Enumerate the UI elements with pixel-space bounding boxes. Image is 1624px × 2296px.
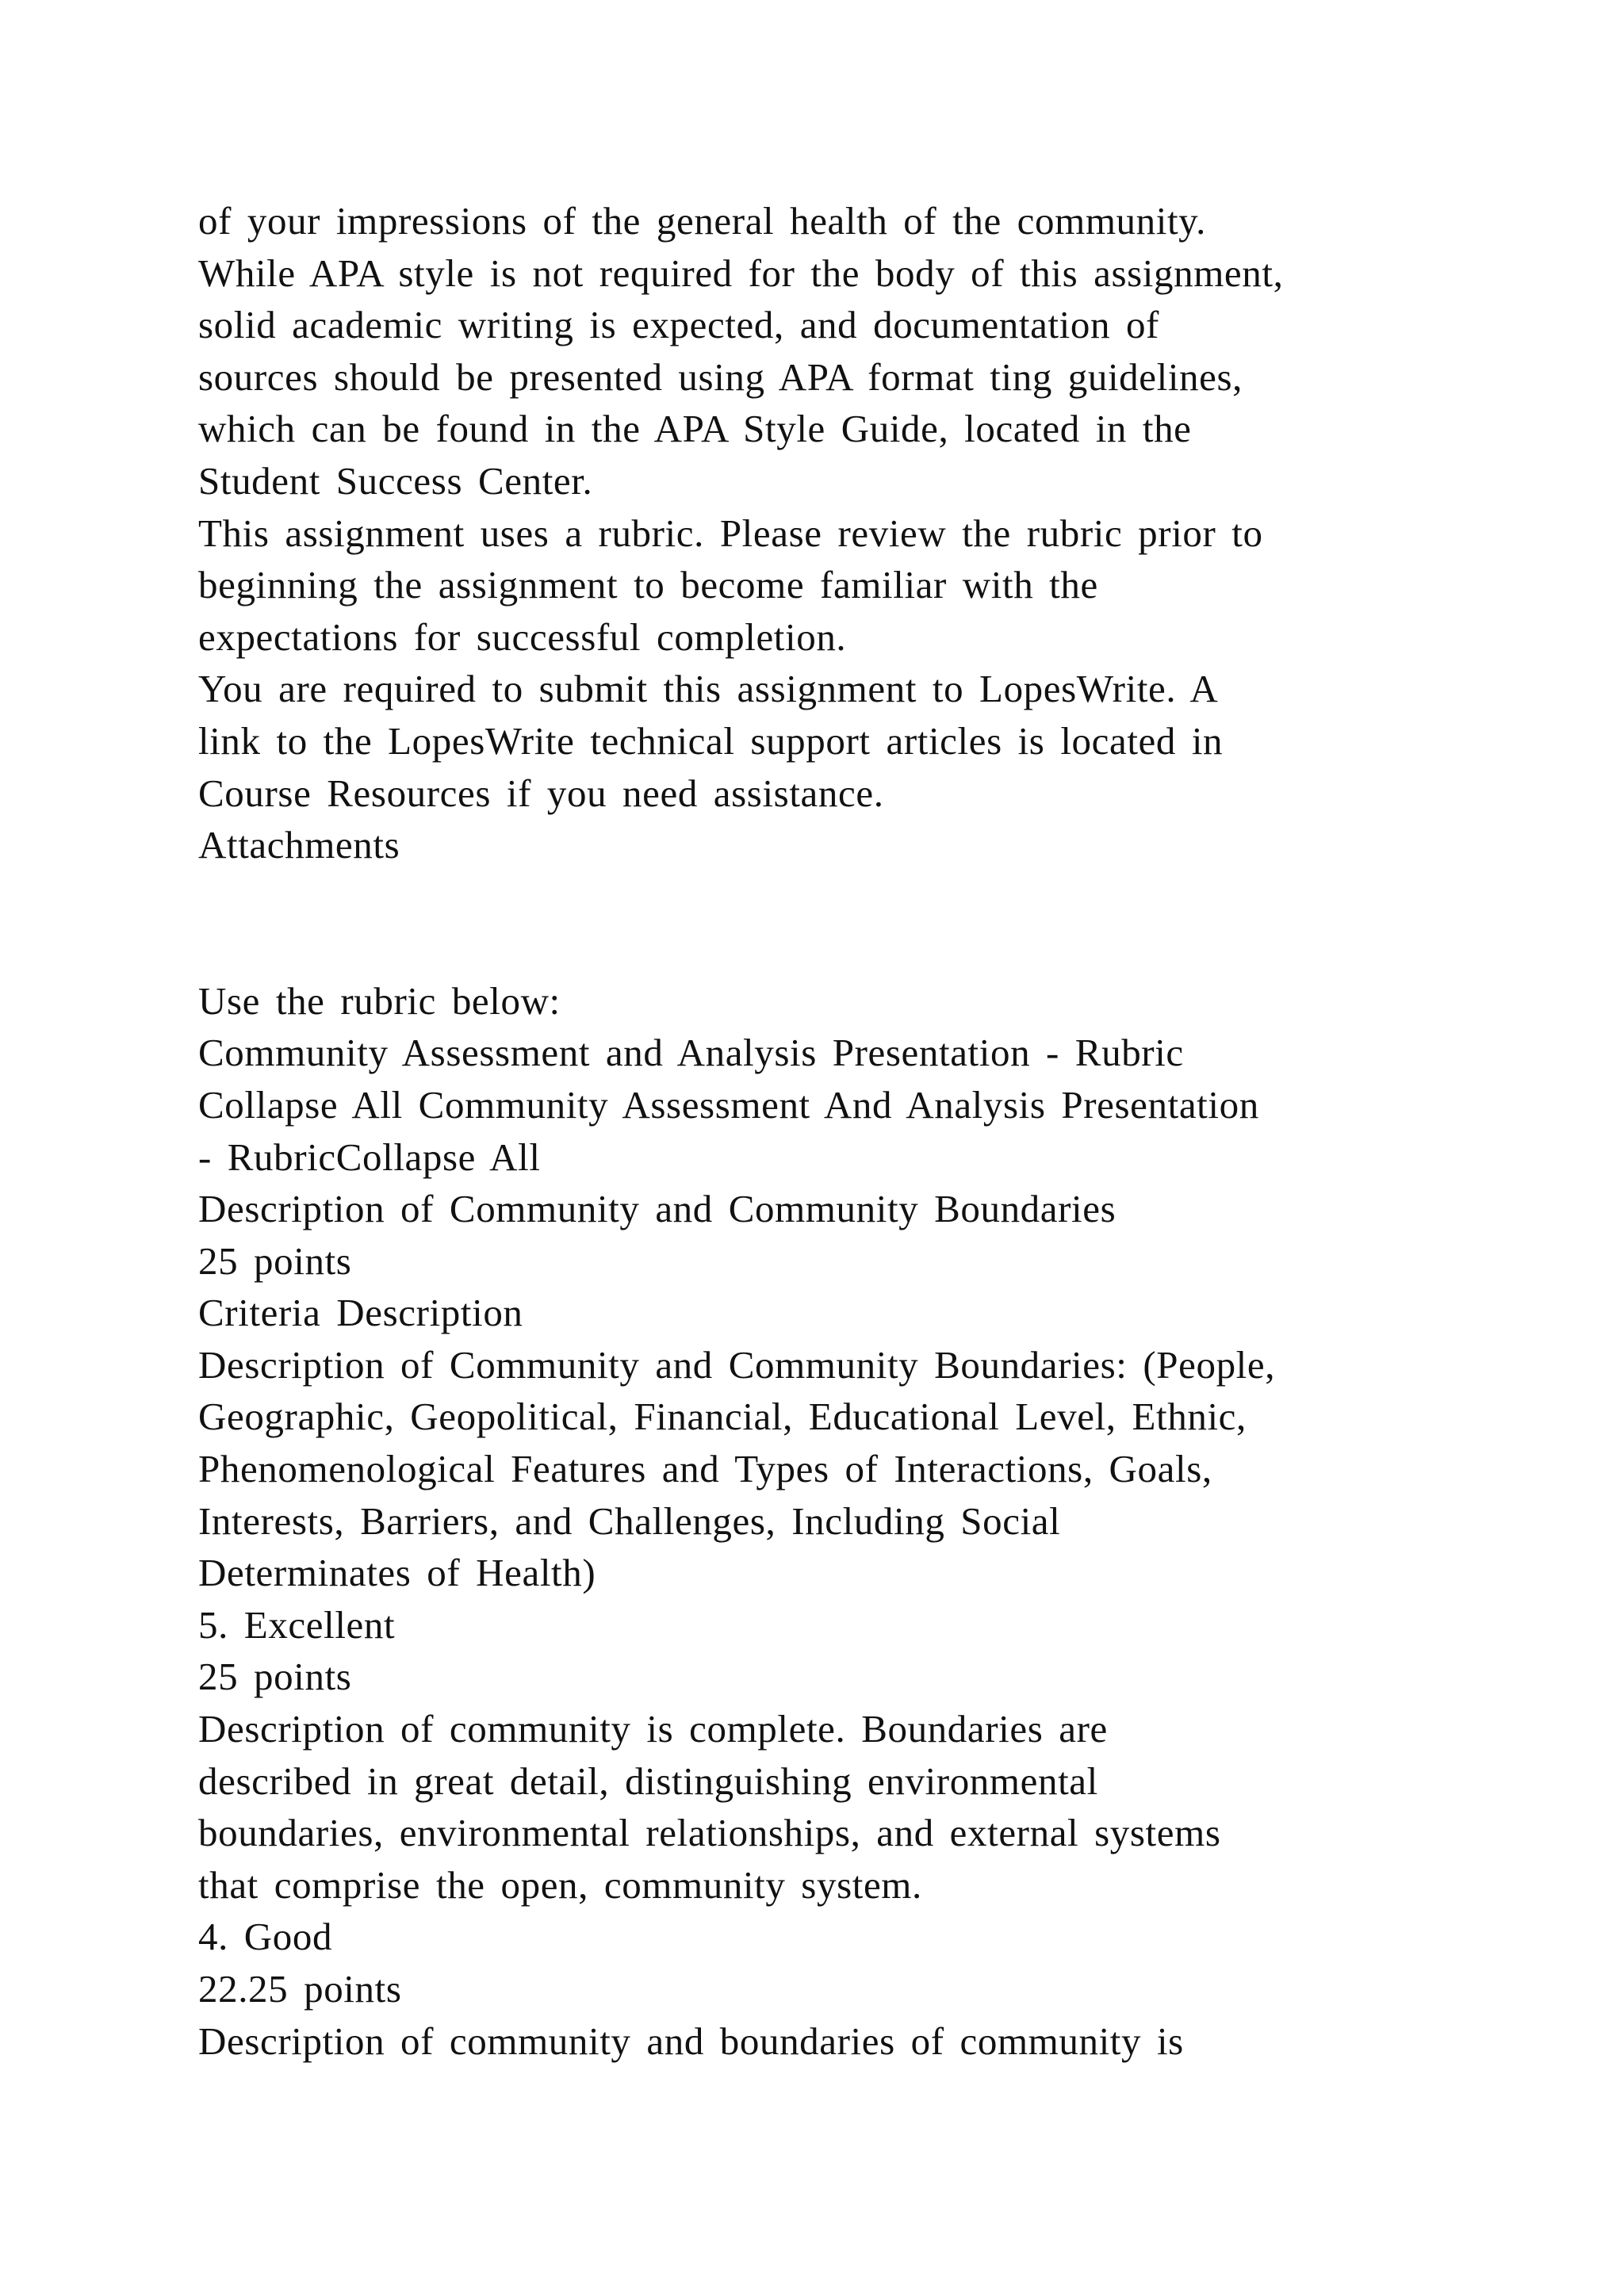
text-line: Geographic, Geopolitical, Financial, Educational Level, Ethnic, — [198, 1395, 1247, 1439]
text-line: Phenomenological Features and Types of Interactions, Goals, — [198, 1447, 1212, 1491]
document-body — [198, 195, 1546, 2067]
text-line: Collapse All Community Assessment And Analysis Presentation — [198, 1082, 1259, 1127]
text-line: Criteria Description — [198, 1291, 523, 1335]
criterion-points: 25 points — [198, 1238, 352, 1283]
text-line: of your impressions of the general health of the community. — [198, 199, 1206, 243]
text-line: Use the rubric below: — [198, 978, 561, 1023]
text-line: sources should be presented using APA format ting guidelines, — [198, 354, 1243, 399]
text-line: which can be found in the APA Style Guide, located in the — [198, 407, 1192, 451]
text-line: - RubricCollapse All — [198, 1135, 541, 1179]
text-line: While APA style is not required for the body of this assignment, — [198, 251, 1284, 295]
text-line: link to the LopesWrite technical support articles is located in — [198, 718, 1224, 763]
rating-points: 22.25 points — [198, 1967, 402, 2011]
paragraph-gap — [198, 871, 1546, 975]
attachments-heading: Attachments — [198, 823, 400, 867]
text-line: Description of community is complete. Boundaries are — [198, 1707, 1108, 1751]
rating-level: 4. Good — [198, 1915, 333, 1959]
text-line: Interests, Barriers, and Challenges, Including Social — [198, 1498, 1061, 1543]
text-line: Determinates of Health) — [198, 1551, 596, 1595]
text-line: Student Success Center. — [198, 458, 593, 503]
rating-level: 5. Excellent — [198, 1602, 396, 1647]
rating-points: 25 points — [198, 1655, 352, 1699]
text-line: Description of Community and Community Boundaries: (People, — [198, 1342, 1276, 1387]
criterion-title: Description of Community and Community Boundaries — [198, 1187, 1116, 1231]
text-line: expectations for successful completion. — [198, 614, 847, 659]
text-line: This assignment uses a rubric. Please review the rubric prior to — [198, 511, 1263, 555]
text-line: boundaries, environmental relationships, and external systems — [198, 1811, 1221, 1855]
rubric-title: Community Assessment and Analysis Presentation - Rubric — [198, 1031, 1184, 1075]
text-line: solid academic writing is expected, and documentation of — [198, 303, 1159, 347]
text-line: You are required to submit this assignment to LopesWrite. A — [198, 667, 1219, 711]
text-line: Description of community and boundaries of community is — [198, 2019, 1184, 2063]
text-line: that comprise the open, community system. — [198, 1862, 922, 1907]
text-line: Course Resources if you need assistance. — [198, 771, 884, 815]
text-line: described in great detail, distinguishing environmental — [198, 1758, 1098, 1803]
text-line: beginning the assignment to become familiar with the — [198, 563, 1098, 607]
